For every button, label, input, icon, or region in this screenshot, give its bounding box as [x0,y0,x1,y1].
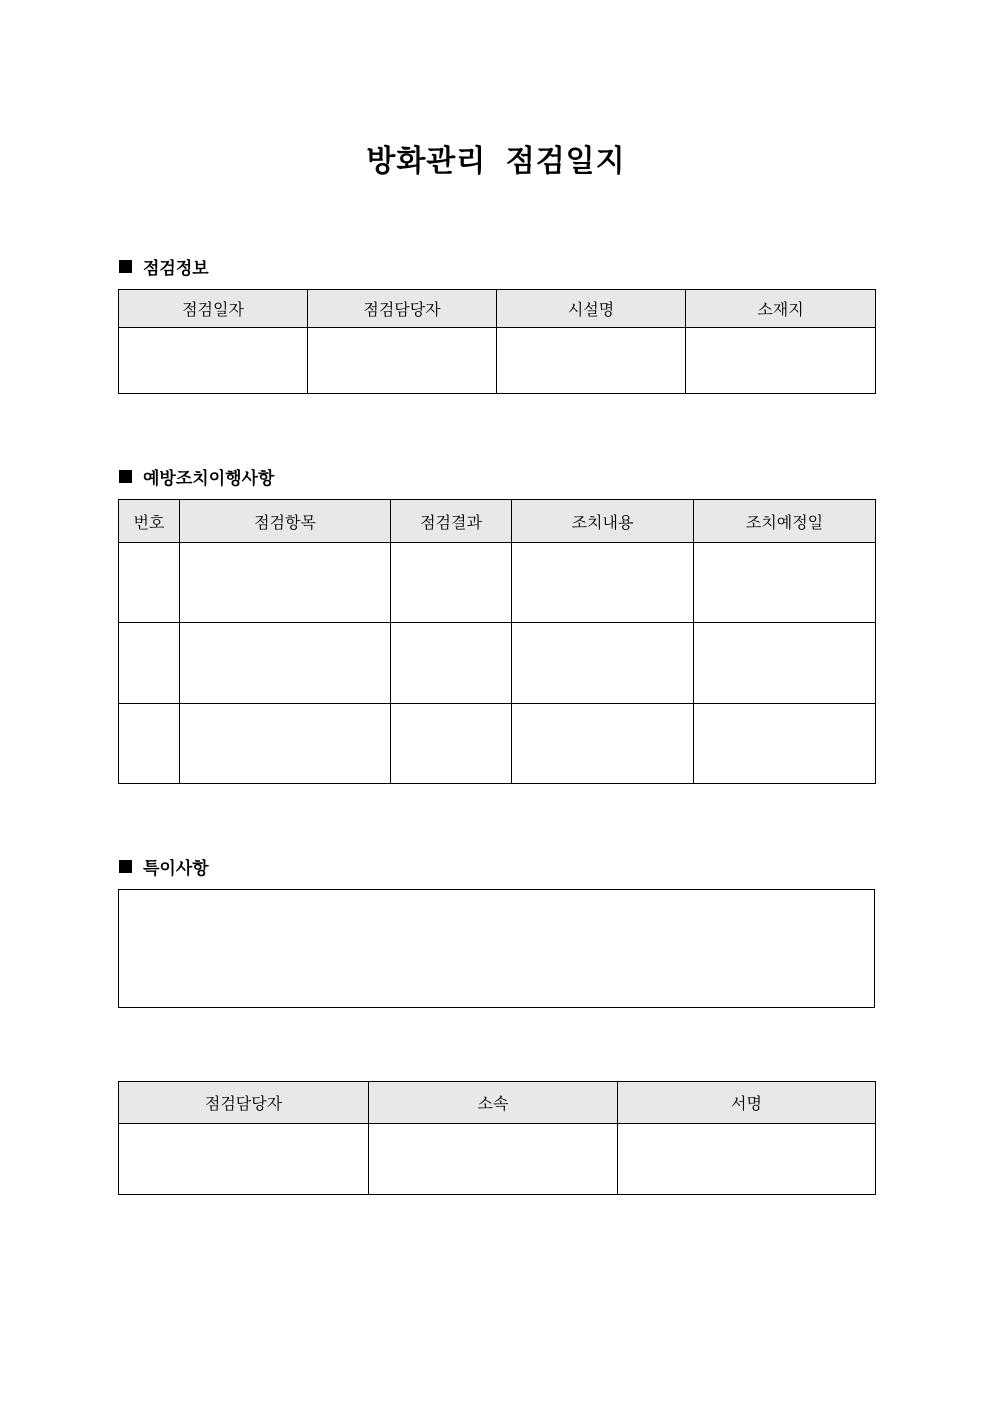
input-cell-facility-name[interactable] [497,328,686,394]
input-cell[interactable] [391,704,512,784]
section-label-actions [119,464,274,489]
section-label-notes [119,854,209,879]
header-inspector: 점검담당자 [308,290,497,328]
info-table [118,289,876,394]
table-row [119,1124,876,1195]
section-label-info [119,254,209,279]
notes-input-box[interactable] [118,889,875,1008]
square-bullet-icon [119,260,132,273]
header-action-details: 조치내용 [512,500,694,543]
input-cell[interactable] [512,704,694,784]
section-label-text: 예방조치이행사항 [143,469,275,489]
input-cell[interactable] [694,623,876,704]
input-cell[interactable] [119,543,180,623]
input-cell-signature[interactable] [618,1124,876,1195]
square-bullet-icon [119,470,132,483]
input-cell-affiliation[interactable] [369,1124,618,1195]
input-cell[interactable] [180,623,391,704]
table-row [119,623,876,704]
header-location: 소재지 [686,290,876,328]
input-cell[interactable] [512,623,694,704]
input-cell[interactable] [180,543,391,623]
table-row [119,543,876,623]
table-row [119,328,876,394]
header-inspection-date: 점검일자 [119,290,308,328]
header-facility-name: 시설명 [497,290,686,328]
square-bullet-icon [119,860,132,873]
header-number: 번호 [119,500,180,543]
input-cell[interactable] [512,543,694,623]
input-cell[interactable] [694,704,876,784]
header-inspection-result: 점검결과 [391,500,512,543]
input-cell[interactable] [119,704,180,784]
input-cell-inspector[interactable] [119,1124,369,1195]
input-cell-inspection-date[interactable] [119,328,308,394]
input-cell-location[interactable] [686,328,876,394]
header-signature: 서명 [618,1082,876,1124]
input-cell[interactable] [119,623,180,704]
input-cell[interactable] [391,543,512,623]
actions-table [118,499,876,784]
header-inspector: 점검담당자 [119,1082,369,1124]
input-cell[interactable] [391,623,512,704]
table-row [119,704,876,784]
input-cell[interactable] [694,543,876,623]
header-inspection-item: 점검항목 [180,500,391,543]
header-scheduled-date: 조치예정일 [694,500,876,543]
section-label-text: 특이사항 [143,859,209,879]
input-cell[interactable] [180,704,391,784]
page-title: 방화관리 점검일지 [366,144,626,179]
signoff-table [118,1081,876,1195]
section-label-text: 점검정보 [143,259,209,279]
input-cell-inspector[interactable] [308,328,497,394]
header-affiliation: 소속 [369,1082,618,1124]
